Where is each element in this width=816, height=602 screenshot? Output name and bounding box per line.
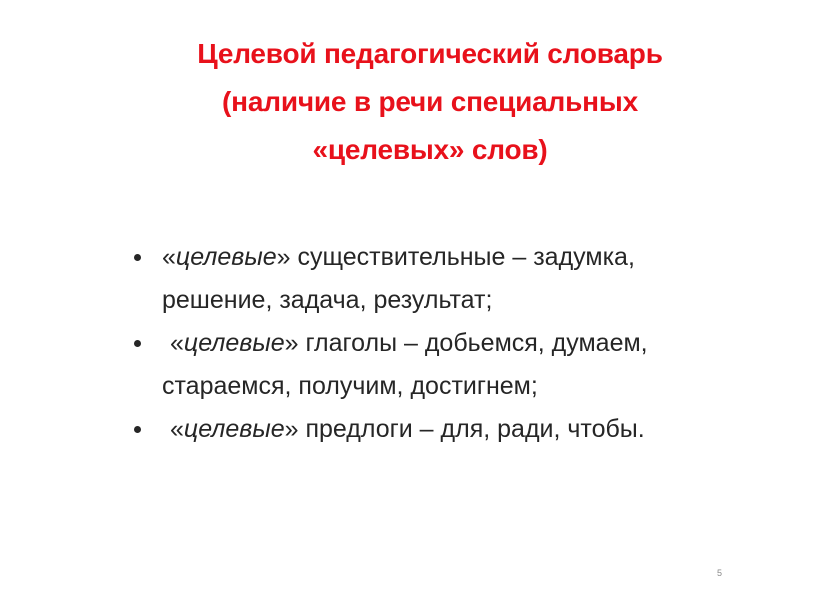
bullet-dot-icon — [134, 254, 141, 261]
bullet-item-prepositions — [128, 408, 728, 451]
title-line-2: (наличие в речи специальных — [222, 86, 638, 117]
title-line-1: Целевой педагогический словарь — [197, 38, 663, 69]
open-quote: « — [170, 415, 184, 443]
open-quote: « — [162, 243, 176, 271]
title-line-3: «целевых» слов) — [312, 134, 548, 165]
keyword-italic: целевые — [183, 329, 285, 357]
keyword-italic: целевые — [175, 243, 277, 271]
bullet-dot-icon — [134, 340, 141, 347]
slide-title — [100, 30, 760, 174]
bullet-text: существительные – задумка, решение, задача, результат; — [162, 243, 635, 314]
bullet-list — [128, 236, 728, 451]
close-quote: » — [276, 243, 291, 271]
bullet-item-verbs — [128, 322, 728, 408]
page-number: 5 — [716, 568, 722, 578]
bullet-item-nouns — [128, 236, 728, 322]
keyword-italic: целевые — [183, 415, 285, 443]
bullet-text: предлоги – для, ради, чтобы. — [298, 415, 645, 443]
close-quote: » — [284, 329, 299, 357]
close-quote: » — [284, 415, 299, 443]
open-quote: « — [170, 329, 184, 357]
bullet-text: глаголы – добьемся, думаем, стараемся, получим, достигнем; — [162, 329, 648, 400]
bullet-dot-icon — [134, 426, 141, 433]
